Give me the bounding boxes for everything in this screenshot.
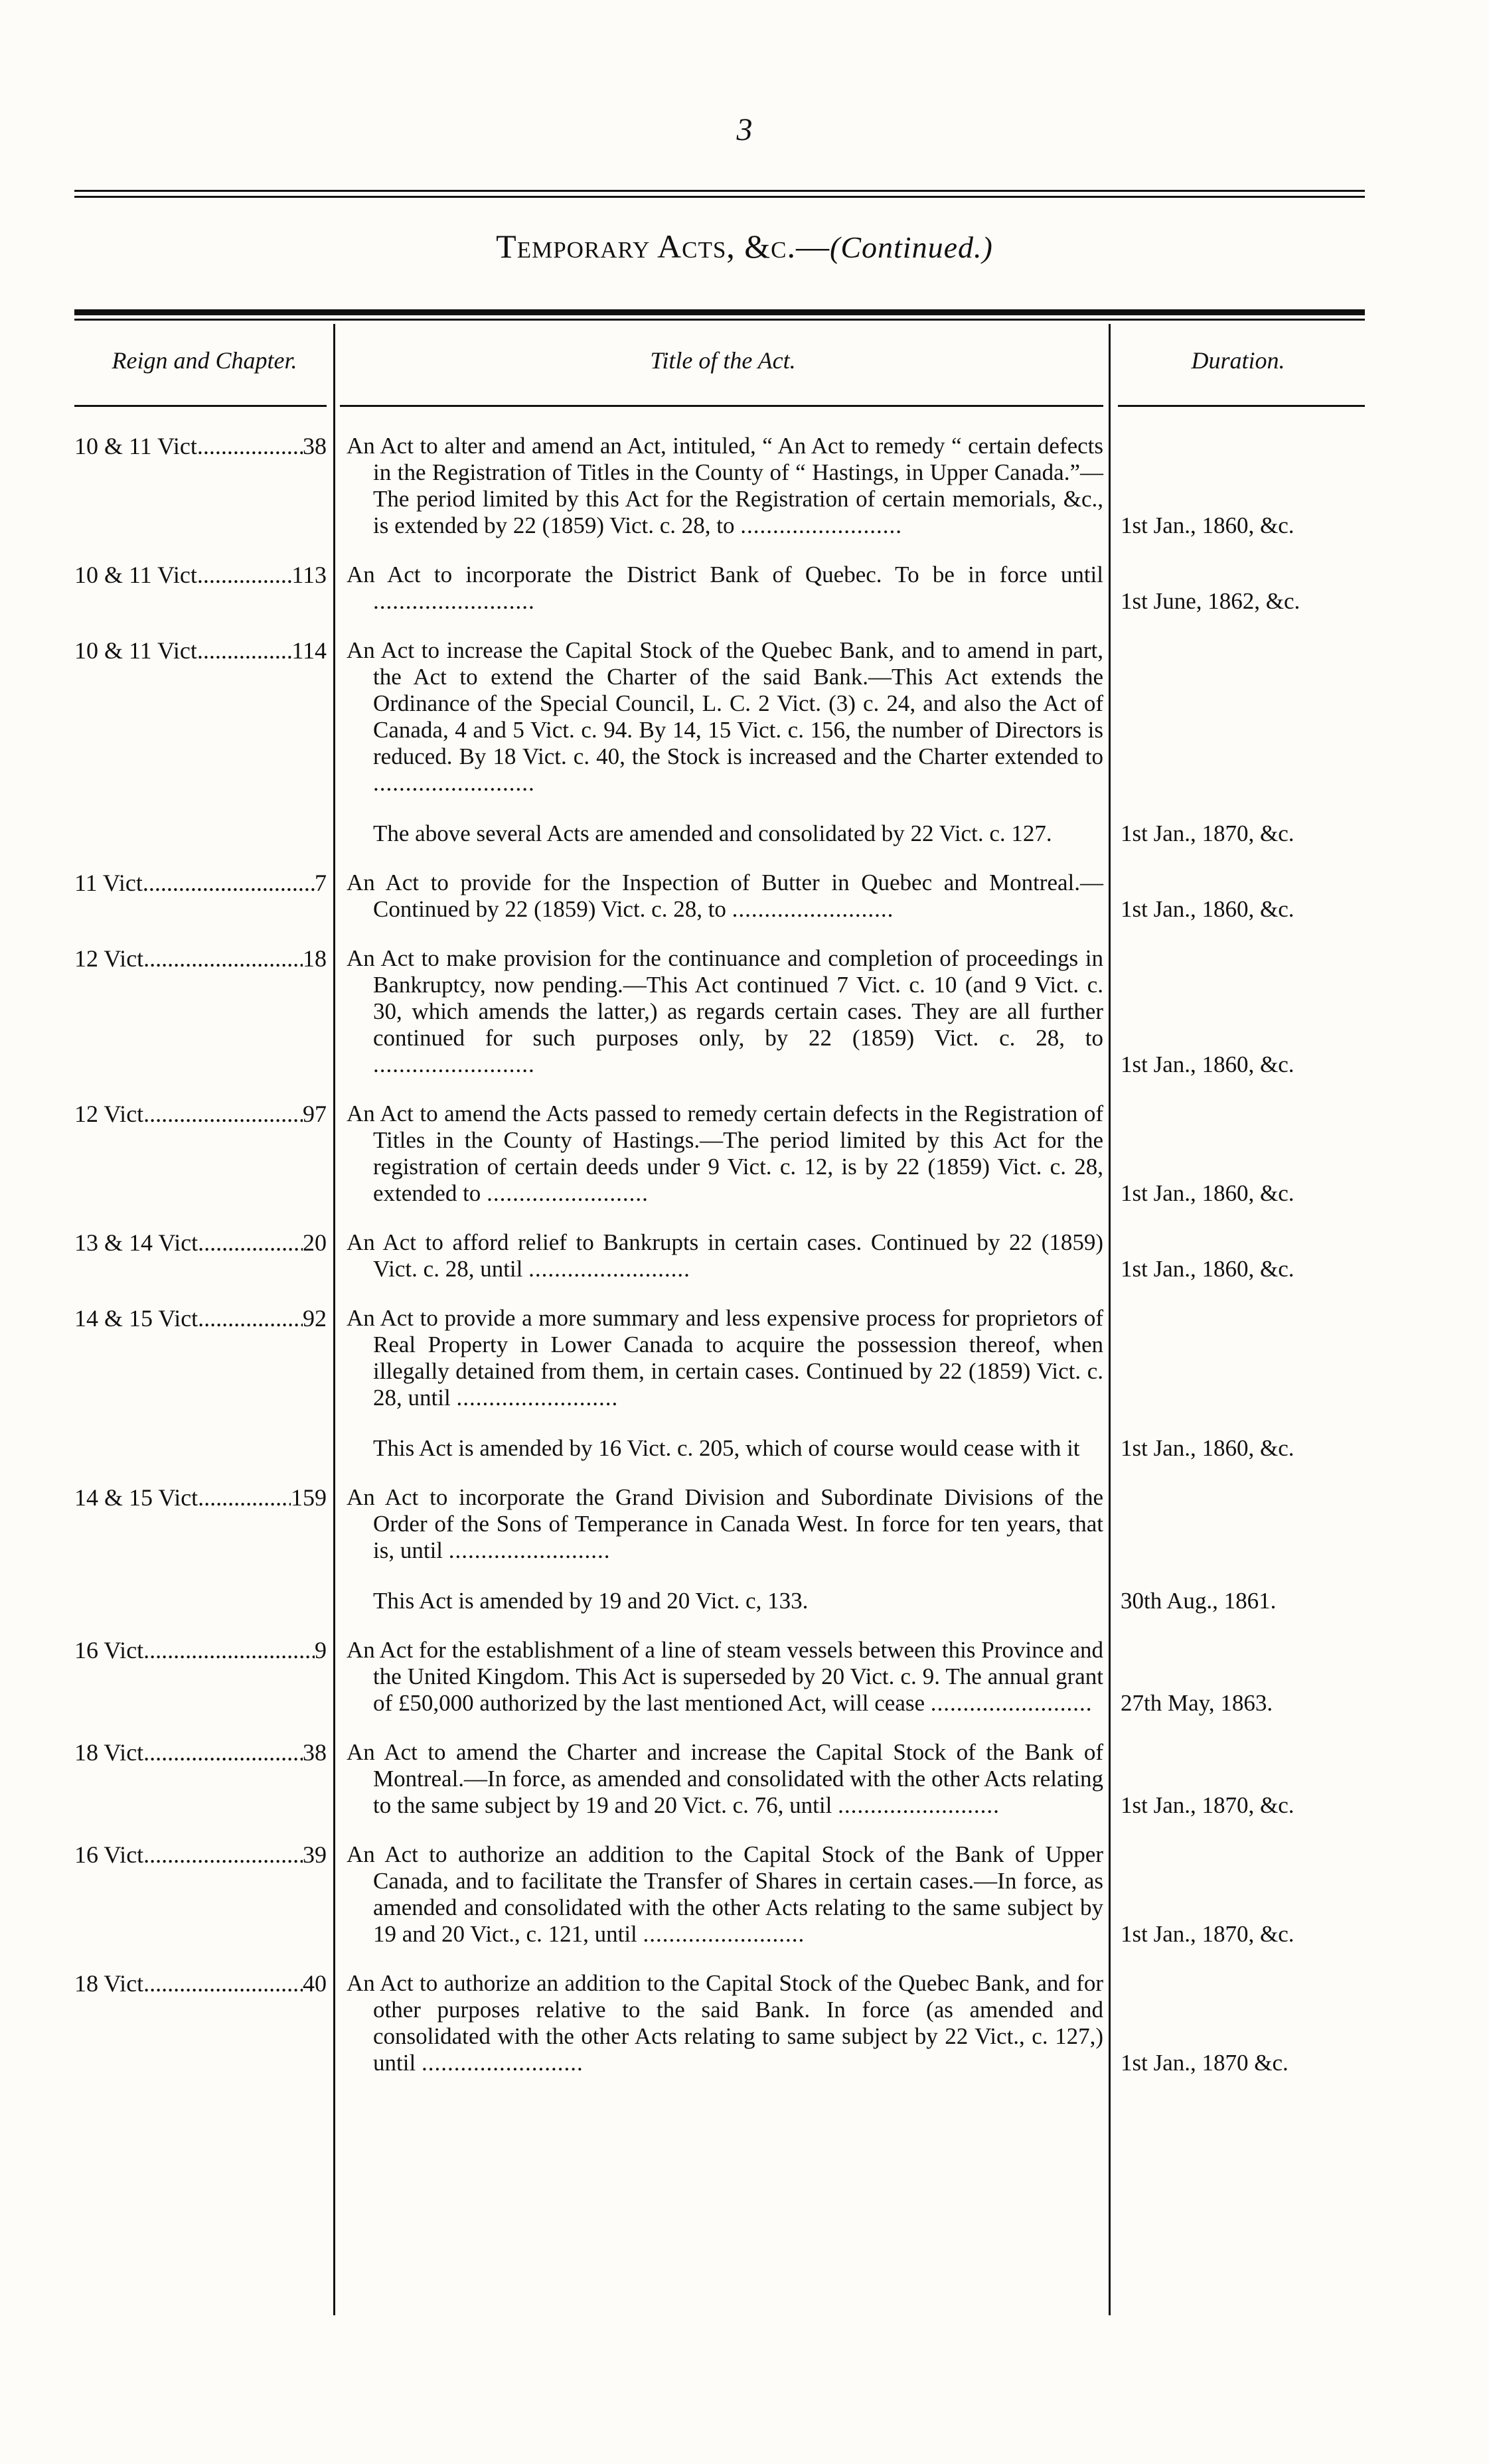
duration-cell [1111, 1229, 1365, 1282]
act-title: An Act to increase the Capital Stock of the Quebec Bank, and to amend in part, the Act to extend the Charter of the said Bank.—This Act extends the Ordinance of the Special Council, L. C. 2 Vict. (3) c. 24, and also the Act of Canada, 4 and 5 Vict. c. 94. By 14, 15 Vict. c. 156, the number of Directors is reduced. By 18 Vict. c. 40, the Stock is increased and the Charter extended to ......................... [347, 637, 1103, 796]
column-head-rule-right [1118, 405, 1365, 407]
leader-dots [143, 1739, 303, 1819]
act-title: An Act to alter and amend an Act, intituled, “ An Act to remedy “ certain defects in the Registration of Titles in the County of “ Hastings, in Upper Canada.”—The period limited by this Act for the Registration of certain memorials, &c., is extended by 22 (1859) Vict. c. 28, to ......................... [347, 433, 1103, 538]
reign-chapter-cell [74, 1229, 335, 1282]
reign-chapter-cell [74, 1637, 335, 1717]
leader-dots: ......................... [930, 1690, 1093, 1716]
act-title: An Act to amend the Charter and increase the Capital Stock of the Bank of Montreal.—In force, as amended and consolidated with the other Acts relating to the same subject by 19 and 20 Vict. c. 76, until ......................... [347, 1739, 1103, 1818]
reign-chapter-cell [74, 433, 335, 539]
duration-text: 1st Jan., 1870 &c. [1121, 2050, 1289, 2076]
duration-cell [1111, 1101, 1365, 1207]
leader-dots [198, 1229, 303, 1282]
leader-dots [143, 1637, 315, 1717]
act-title-cell [335, 1970, 1111, 2076]
act-title-cell [335, 870, 1111, 923]
reign-text: 14 & 15 Vict [74, 1484, 198, 1511]
act-title-cell [335, 1229, 1111, 1282]
reign-chapter-cell [74, 1305, 335, 1462]
duration-text: 1st Jan., 1870, &c. [1121, 820, 1294, 846]
chapter-number: 114 [291, 637, 327, 664]
table-row [74, 1637, 1365, 1717]
column-head-rule-middle [340, 405, 1103, 407]
chapter-number: 20 [303, 1229, 327, 1256]
table-row [74, 1484, 1365, 1614]
duration-text: 1st Jan., 1860, &c. [1121, 512, 1294, 538]
duration-cell [1111, 1305, 1365, 1462]
chapter-number: 40 [303, 1970, 327, 1997]
leader-dots [198, 1305, 303, 1462]
leader-dots [197, 562, 291, 615]
reign-chapter-cell [74, 1970, 335, 2076]
duration-text: 1st Jan., 1860, &c. [1121, 1051, 1294, 1077]
reign-text: 18 Vict [74, 1970, 144, 1997]
reign-text: 11 Vict [74, 870, 143, 896]
reign-chapter-cell [74, 945, 335, 1078]
leader-dots: ......................... [456, 1385, 619, 1411]
header-rule [74, 309, 1365, 321]
duration-cell [1111, 433, 1365, 539]
leader-dots: ......................... [740, 512, 903, 538]
act-title-cell [335, 637, 1111, 847]
duration-text: 27th May, 1863. [1121, 1690, 1273, 1716]
reign-text: 10 & 11 Vict [74, 637, 197, 664]
act-note: This Act is amended by 19 and 20 Vict. c, 133. [373, 1588, 809, 1614]
reign-chapter-cell [74, 1739, 335, 1819]
act-title: An Act to provide a more summary and less expensive process for proprietors of Real Property in Lower Canada to acquire the possession thereof, when illegally detained from them, in certain cases. Continued by 22 (1859) Vict. c. 28, until ......................... [347, 1305, 1103, 1411]
act-title-cell [335, 945, 1111, 1078]
acts-table [74, 433, 1365, 2099]
chapter-number: 113 [291, 562, 327, 588]
act-title-cell [335, 1637, 1111, 1717]
leader-dots: ......................... [421, 2050, 584, 2076]
reign-chapter-cell [74, 1841, 335, 1948]
table-row [74, 1739, 1365, 1819]
chapter-number: 92 [303, 1305, 327, 1332]
leader-dots [143, 1101, 303, 1207]
act-title: An Act to amend the Acts passed to remedy certain defects in the Registration of Titles in the County of Hastings.—The period limited by this Act for the registration of certain deeds under 9 Vict. c. 12, is by 22 (1859) Vict. c. 28, extended to ......................... [347, 1101, 1103, 1206]
page-heading [0, 227, 1489, 266]
reign-text: 18 Vict [74, 1739, 144, 1766]
act-note: The above several Acts are amended and consolidated by 22 Vict. c. 127. [373, 820, 1052, 846]
chapter-number: 39 [303, 1841, 327, 1868]
table-row [74, 1101, 1365, 1207]
duration-text: 1st Jan., 1870, &c. [1121, 1921, 1294, 1947]
table-row [74, 433, 1365, 539]
col-head-duration: Duration. [1191, 347, 1285, 374]
leader-dots [143, 1970, 303, 2076]
reign-chapter-cell [74, 870, 335, 923]
act-title-cell [335, 1484, 1111, 1614]
page-number: 3 [736, 112, 753, 147]
reign-text: 12 Vict [74, 945, 144, 972]
leader-dots: ......................... [487, 1180, 649, 1206]
reign-chapter-cell [74, 1101, 335, 1207]
leader-dots [197, 637, 291, 847]
act-title: An Act to incorporate the District Bank of Quebec. To be in force until ......................... [347, 562, 1103, 614]
act-note: This Act is amended by 16 Vict. c. 205, which of course would cease with it [373, 1435, 1080, 1461]
act-title: An Act for the establishment of a line of steam vessels between this Province and the United Kingdom. This Act is superseded by 20 Vict. c. 9. The annual grant of £50,000 authorized by the last mentioned Act, will cease ......................... [347, 1637, 1103, 1716]
col-head-chapter: Reign and Chapter. [112, 347, 297, 374]
duration-cell [1111, 1970, 1365, 2076]
act-title: An Act to authorize an addition to the Capital Stock of the Quebec Bank, and for other purposes relative to the said Bank. In force (as amended and consolidated with the other Acts relating to same subject by 22 Vict., c. 127,) until ......................... [347, 1970, 1103, 2076]
table-row [74, 637, 1365, 847]
reign-text: 10 & 11 Vict [74, 433, 197, 459]
duration-text: 1st June, 1862, &c. [1121, 588, 1300, 614]
leader-dots: ......................... [373, 770, 535, 796]
leader-dots: ......................... [528, 1256, 690, 1282]
duration-text: 30th Aug., 1861. [1121, 1588, 1277, 1614]
act-title: An Act to provide for the Inspection of Butter in Quebec and Montreal.—Continued by 22 (1859) Vict. c. 28, to ......................... [347, 870, 1103, 922]
reign-text: 14 & 15 Vict [74, 1305, 198, 1332]
act-title: An Act to incorporate the Grand Division and Subordinate Divisions of the Order of the Sons of Temperance in Canada West. In force for ten years, that is, until ......................... [347, 1484, 1103, 1563]
duration-cell [1111, 1637, 1365, 1717]
duration-cell [1111, 1739, 1365, 1819]
leader-dots: ......................... [732, 896, 894, 922]
table-row [74, 1305, 1365, 1462]
col-head-title: Title of the Act. [650, 347, 796, 374]
table-row [74, 870, 1365, 923]
reign-text: 16 Vict [74, 1637, 144, 1663]
table-row [74, 562, 1365, 615]
duration-cell [1111, 1841, 1365, 1948]
column-head-rule-left [74, 405, 327, 407]
heading-continued: (Continued.) [830, 230, 993, 264]
leader-dots: ......................... [373, 1051, 535, 1077]
table-row [74, 1229, 1365, 1282]
reign-text: 13 & 14 Vict [74, 1229, 198, 1256]
chapter-number: 18 [303, 945, 327, 972]
act-title-cell [335, 562, 1111, 615]
act-title-cell [335, 433, 1111, 539]
act-title: An Act to afford relief to Bankrupts in certain cases. Continued by 22 (1859) Vict. c. 28, until ......................... [347, 1229, 1103, 1282]
reign-text: 16 Vict [74, 1841, 144, 1868]
chapter-number: 38 [303, 433, 327, 459]
duration-text: 1st Jan., 1860, &c. [1121, 1256, 1294, 1282]
top-rule [74, 190, 1365, 198]
chapter-number: 97 [303, 1101, 327, 1127]
leader-dots [143, 945, 303, 1078]
duration-text: 1st Jan., 1860, &c. [1121, 1435, 1294, 1461]
table-row [74, 1841, 1365, 1948]
duration-text: 1st Jan., 1860, &c. [1121, 1180, 1294, 1206]
act-title-cell [335, 1305, 1111, 1462]
duration-cell [1111, 562, 1365, 615]
duration-text: 1st Jan., 1870, &c. [1121, 1792, 1294, 1818]
leader-dots [197, 433, 303, 539]
duration-cell [1111, 870, 1365, 923]
leader-dots [143, 870, 315, 923]
leader-dots: ......................... [448, 1537, 611, 1563]
act-title: An Act to make provision for the continuance and completion of proceedings in Bankruptcy, now pending.—This Act continued 7 Vict. c. 10 (and 9 Vict. c. 30, which amends the latter,) as regards certain cases. They are all further continued for such purposes only, by 22 (1859) Vict. c. 28, to ......................... [347, 945, 1103, 1077]
heading-main: Temporary Acts, &c.— [496, 228, 830, 265]
leader-dots [198, 1484, 291, 1614]
reign-text: 10 & 11 Vict [74, 562, 197, 588]
leader-dots: ......................... [643, 1921, 805, 1947]
act-title-cell [335, 1739, 1111, 1819]
reign-chapter-cell [74, 1484, 335, 1614]
duration-cell [1111, 1484, 1365, 1614]
duration-cell [1111, 637, 1365, 847]
act-title: An Act to authorize an addition to the Capital Stock of the Bank of Upper Canada, and to facilitate the Transfer of Shares in certain cases.—In force, as amended and consolidated with the other Acts relating to the same subject by 19 and 20 Vict., c. 121, until ......................... [347, 1841, 1103, 1947]
act-title-cell [335, 1101, 1111, 1207]
reign-chapter-cell [74, 637, 335, 847]
chapter-number: 159 [291, 1484, 327, 1511]
leader-dots: ......................... [838, 1792, 1000, 1818]
chapter-number: 9 [315, 1637, 327, 1663]
act-title-cell [335, 1841, 1111, 1948]
duration-text: 1st Jan., 1860, &c. [1121, 896, 1294, 922]
table-row [74, 945, 1365, 1078]
reign-text: 12 Vict [74, 1101, 144, 1127]
leader-dots [143, 1841, 303, 1948]
table-row [74, 1970, 1365, 2076]
duration-cell [1111, 945, 1365, 1078]
chapter-number: 7 [315, 870, 327, 896]
leader-dots: ......................... [373, 588, 535, 614]
chapter-number: 38 [303, 1739, 327, 1766]
reign-chapter-cell [74, 562, 335, 615]
